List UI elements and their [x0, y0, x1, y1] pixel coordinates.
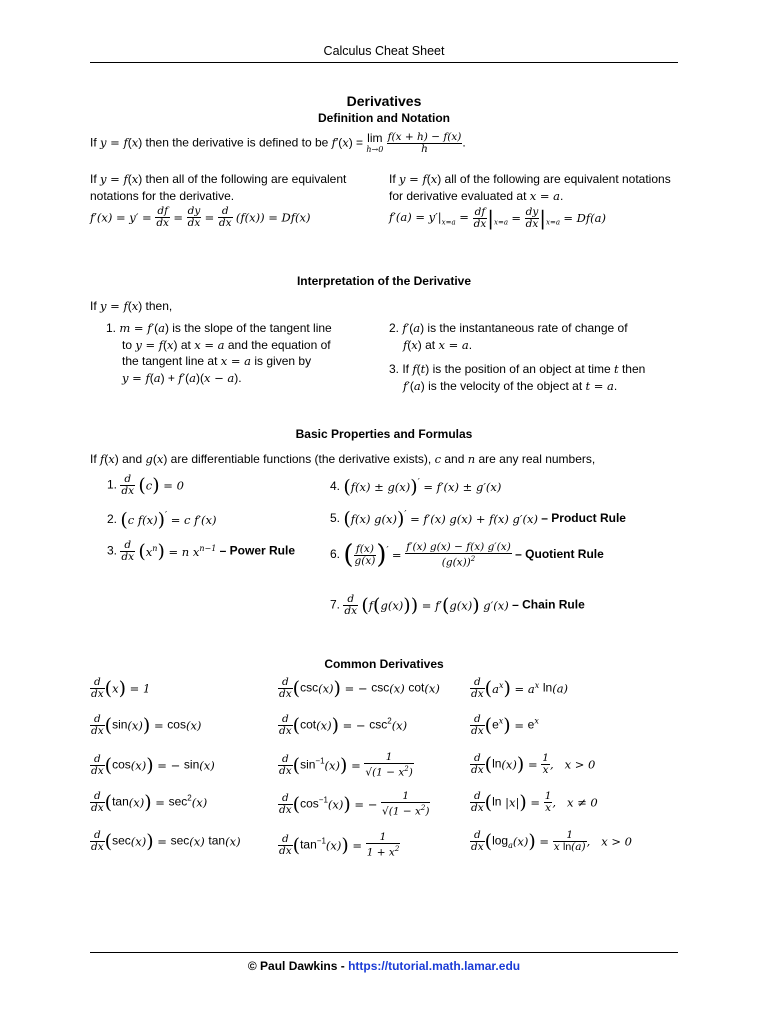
section-title-derivatives: Derivatives: [346, 93, 422, 109]
subsection-title-definition: Definition and Notation: [318, 111, 450, 125]
footer: [0, 959, 768, 973]
property-5: 5. (f(x) g(x))′ = f′(x) g(x) + f(x) g′(x) – Product Rule: [330, 508, 626, 530]
common-derivative: $\frac{d}{dx}$ $(e^x) = e^x$: [471, 713, 539, 737]
property-3: 3. $\frac{d}{dx}$ $(x^n) = n$ $x^{n-1}$ – Power Rule: [107, 539, 296, 563]
common-derivative: $\frac{d}{dx}$ $(a^x) = a^x$ ln(a): [471, 676, 569, 700]
common-derivative: $\frac{d}{dx}$ (csc(x)) = − csc(x) cot(x): [279, 676, 440, 700]
notation-right-text: If y = f(x) all of the following are equivalent notations for derivative evaluated at x = a.: [389, 172, 671, 203]
property-6: 6. ( $\frac{f(x)}{g(x)}$ )′ = $\frac{f'(x) g(x) - f(x) g'(x)}{(g(x))^2}$ – Quotient Rule: [330, 540, 604, 570]
header-rule: [90, 62, 678, 63]
common-derivative: $\frac{d}{dx}$ $(\log_a(x))$ = $\frac{1}{\text{x ln(a)}}$ , x > 0: [471, 829, 632, 853]
properties-intro: If f(x) and g(x) are differentiable functions (the derivative exists), c and n are any real numbers,: [90, 452, 596, 466]
notation-left-text: If y = f(x) then all of the following are equivalent notations for the derivative.: [90, 172, 347, 203]
notation-left-formula: f′(x) = y′ = $\frac{df}{dx}$ = $\frac{dy}{dx}$ = $\frac{d}{dx}$ (f(x)) = Df(x): [90, 205, 311, 229]
common-derivative: $\frac{d}{dx}$ $(\tan^{-1}(x))$ = $\frac{1}{1 + x^2}$: [279, 831, 400, 859]
property-4: 4. (f(x) ± g(x))′ = f′(x) ± g′(x): [330, 476, 502, 498]
footer-link[interactable]: https://tutorial.math.lamar.edu: [348, 959, 521, 973]
page-header-title: Calculus Cheat Sheet: [323, 44, 445, 58]
common-derivative: $\frac{d}{dx}$ (cot(x)) = − $\csc^2(x)$: [279, 713, 408, 737]
common-derivative: $\frac{d}{dx}$ $(\cos^{-1}(x))$ = − $\frac{1}{√(1 - x^2)}$: [279, 790, 430, 818]
definition-intro: If y = f(x) then the derivative is defined to be f′(x) = lim h→0 $\frac{f(x + h) - f(x)}{h}$ .: [90, 130, 466, 155]
subsection-title-common: Common Derivatives: [324, 657, 444, 671]
common-derivative: $\frac{d}{dx}$ (sin(x)) = cos(x): [91, 713, 202, 737]
common-derivative: $\frac{d}{dx}$ (ln |x|) = $\frac{1}{x}$ , x ≠ 0: [471, 790, 598, 814]
subsection-title-interpretation: Interpretation of the Derivative: [296, 274, 472, 288]
notation-right-formula: $f'(a) = y'|_{x=a}$ = $\frac{df}{dx}$ $|_{x=a}$ = $\frac{dy}{dx}$ $|_{x=a} = Df(a)$: [389, 205, 606, 230]
common-derivative: $\frac{d}{dx}$ (cos(x)) = − sin(x): [91, 753, 215, 777]
common-derivative: $\frac{d}{dx}$ (ln(x)) = $\frac{1}{x}$ , x > 0: [471, 752, 596, 776]
interpretation-item-1: 1. m = f′(a) is the slope of the tangent line to y = f(x) at x = a and the equation of the tangent line at x = a is given by y = f(a) + f′(a)(x − a).: [106, 321, 332, 385]
footer-author: © Paul Dawkins -: [247, 959, 349, 973]
common-derivative: $\frac{d}{dx}$ $(\sin^{-1}(x))$ = $\frac{1}{√(1 - x^2)}$: [279, 751, 413, 779]
common-derivative: $\frac{d}{dx}$ (sec(x)) = sec(x) tan(x): [91, 829, 241, 853]
common-derivative: $\frac{d}{dx}$ (x) = 1: [91, 676, 151, 700]
property-1: 1. $\frac{d}{dx}$ (c) = 0: [107, 473, 184, 497]
interpretation-intro: If y = f(x) then,: [90, 299, 173, 313]
property-2: 2. (c f(x))′ = c f′(x): [107, 509, 217, 531]
interpretation-item-3: 3. If f(t) is the position of an object at time t then f′(a) is the velocity of the object at t = a.: [389, 362, 646, 393]
interpretation-item-2: 2. f′(a) is the instantaneous rate of change of f(x) at x = a.: [389, 321, 628, 352]
property-7: 7. $\frac{d}{dx}$ (f(g(x))) = f′(g(x)) g′(x) – Chain Rule: [330, 593, 585, 617]
footer-rule: [90, 952, 678, 953]
subsection-title-properties: Basic Properties and Formulas: [295, 427, 473, 441]
common-derivative: $\frac{d}{dx}$ $(\tan(x)) = \sec^2(x)$: [91, 790, 208, 814]
